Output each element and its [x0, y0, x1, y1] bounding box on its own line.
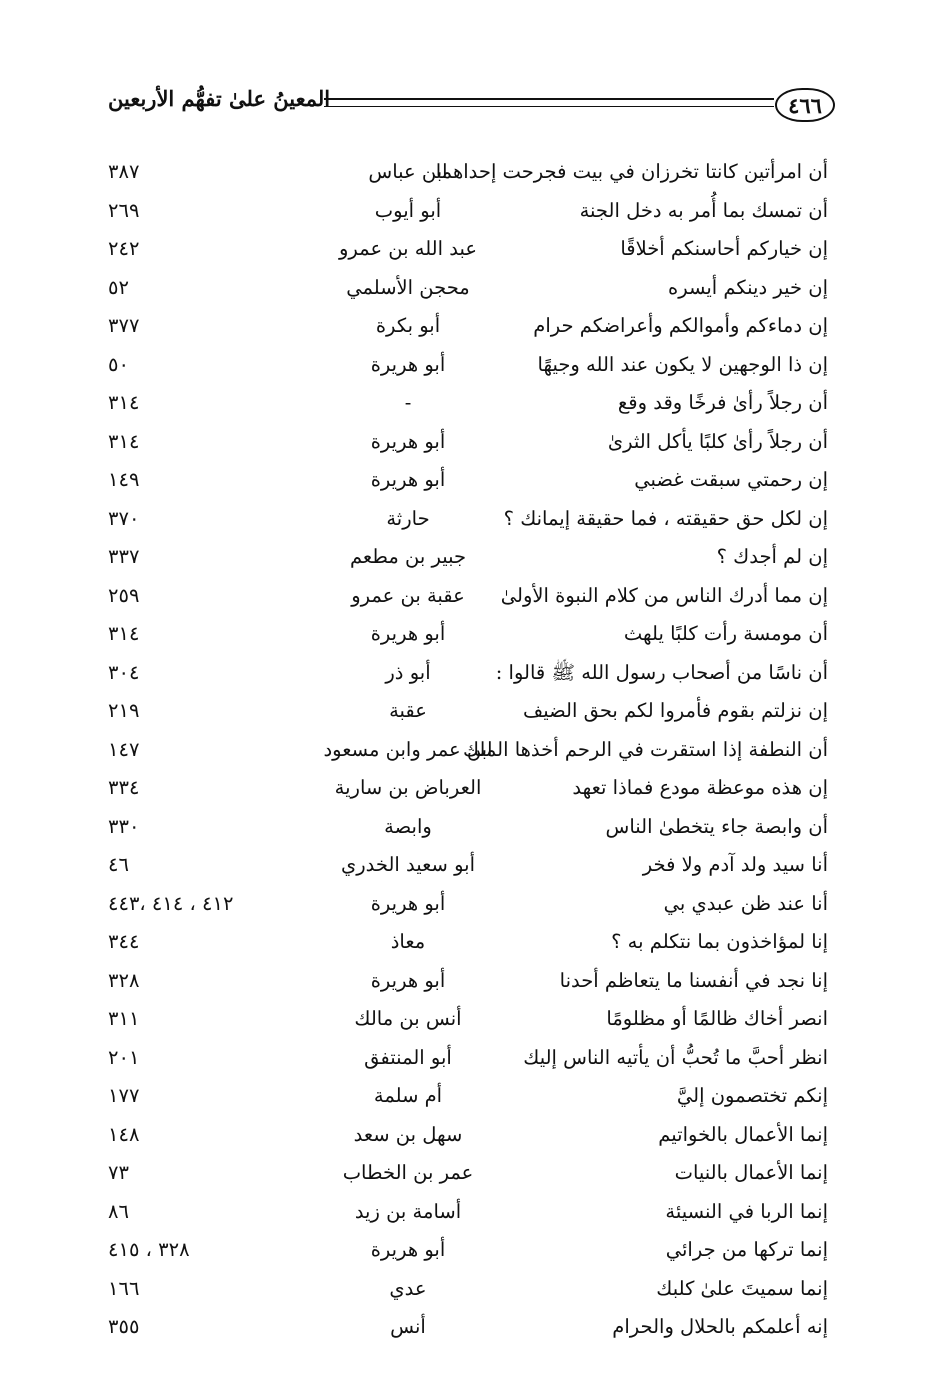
- page-references: ٢٤٢: [108, 237, 140, 260]
- hadith-text: إن خير دينكم أيسره: [668, 275, 828, 299]
- hadith-text: إن لكل حق حقيقته ، فما حقيقة إيمانك ؟: [503, 506, 828, 530]
- narrator-name: أبو سعيد الخدري: [340, 853, 476, 876]
- narrator-name: عبد الله بن عمرو: [339, 237, 477, 260]
- hadith-index-list: [100, 153, 828, 1347]
- hadith-text: أن النطفة إذا استقرت في الرحم أخذها الملك: [462, 737, 828, 761]
- hadith-text: إنما الأعمال بالخواتيم: [658, 1122, 828, 1146]
- hadith-text: إنما تركها من جرائي: [665, 1238, 828, 1261]
- narrator-name: العرباض بن سارية: [334, 776, 482, 799]
- hadith-text: أن وابصة جاء يتخطىٰ الناس: [605, 814, 828, 838]
- narrator-name: أبو المنتفق: [364, 1045, 452, 1069]
- hadith-text: انصر أخاك ظالمًا أو مظلومًا: [606, 1007, 828, 1030]
- page-references: ٣٤٤: [108, 930, 140, 953]
- hadith-text: أنا عند ظن عبدي بي: [663, 891, 828, 915]
- index-row: [100, 962, 828, 1001]
- narrator-name: أنس: [390, 1315, 426, 1338]
- hadith-text: أن رجلاً رأىٰ فرخًا وقد وقع: [617, 391, 828, 414]
- narrator-name: عقبة: [389, 699, 427, 722]
- page-references: ٣١٤: [108, 391, 140, 414]
- index-row: [100, 885, 828, 924]
- narrator-name: أبو هريرة: [370, 622, 446, 645]
- narrator-name: ابن عمر وابن مسعود: [323, 737, 493, 761]
- narrator-name: عدي: [389, 1276, 427, 1300]
- page-references: ٥٢: [108, 275, 129, 299]
- hadith-text: إنا لمؤاخذون بما نتكلم به ؟: [611, 930, 828, 953]
- index-row: [100, 1308, 828, 1347]
- narrator-name: جبير بن مطعم: [349, 545, 467, 568]
- index-row: [100, 692, 828, 731]
- hadith-text: إنما الربا في النسيئة: [665, 1199, 828, 1223]
- page-references: ١٤٧: [108, 737, 140, 761]
- page-references: ٣٨٧: [108, 160, 140, 183]
- hadith-text: إنما الأعمال بالنيات: [674, 1161, 828, 1184]
- page-references: ٢٦٩: [108, 198, 140, 222]
- page-references: ٤٦: [108, 853, 129, 876]
- page-references: ٢٠١: [108, 1045, 140, 1069]
- narrator-name: أبو هريرة: [370, 968, 446, 992]
- narrator-name: حارثة: [386, 506, 430, 530]
- index-row: [100, 192, 828, 231]
- hadith-text: إنما سميتَ علىٰ كلبك: [656, 1276, 828, 1300]
- page-references: ٢١٩: [108, 699, 140, 722]
- index-row: [100, 1270, 828, 1309]
- hadith-text: أن تمسك بما أُمر به دخل الجنة: [579, 198, 828, 222]
- page-references: ٣١١: [108, 1007, 140, 1030]
- index-row: [100, 500, 828, 539]
- index-row: [100, 1000, 828, 1039]
- index-row: [100, 615, 828, 654]
- page-number-badge: [775, 88, 835, 122]
- narrator-name: ابن عباس: [368, 160, 448, 183]
- index-row: [100, 923, 828, 962]
- index-row: [100, 346, 828, 385]
- page-references: ١٤٩: [108, 468, 140, 491]
- index-row: [100, 769, 828, 808]
- hadith-text: إن نزلتم بقوم فأمروا لكم بحق الضيف: [523, 699, 828, 722]
- narrator-name: أنس بن مالك: [354, 1007, 462, 1030]
- hadith-text: إن دماءكم وأموالكم وأعراضكم حرام: [533, 314, 828, 337]
- page-references: ١٧٧: [108, 1084, 140, 1107]
- page-references: ٢٥٩: [108, 583, 140, 607]
- hadith-text: إنه أعلمكم بالحلال والحرام: [612, 1315, 828, 1338]
- page-references: ٣١٤: [108, 622, 140, 645]
- hadith-text: أنا سيد ولد آدم ولا فخر: [642, 853, 828, 876]
- book-title: المعينُ علىٰ تفهُّم الأربعين: [108, 86, 331, 111]
- narrator-name: سهل بن سعد: [353, 1122, 463, 1146]
- page-references: ٧٣: [108, 1161, 129, 1184]
- index-row: [100, 1193, 828, 1232]
- page-references: ٣٣٠: [108, 814, 140, 838]
- narrator-name: أبو هريرة: [370, 891, 446, 915]
- hadith-text: إن لم أجدك ؟: [716, 545, 828, 568]
- index-row: [100, 1154, 828, 1193]
- narrator-name: عمر بن الخطاب: [342, 1161, 474, 1184]
- index-row: [100, 423, 828, 462]
- hadith-text: إنا نجد في أنفسنا ما يتعاظم أحدنا: [559, 968, 828, 992]
- page-references: ٣١٤: [108, 429, 140, 453]
- hadith-text: أن مومسة رأت كلبًا يلهث: [623, 622, 828, 645]
- index-row: [100, 538, 828, 577]
- narrator-name: وابصة: [384, 814, 432, 838]
- index-row: [100, 577, 828, 616]
- page-references: ٣٢٨ ، ٤١٥: [108, 1238, 190, 1261]
- page-references: ٣٣٤: [108, 776, 140, 799]
- page-references: ٤١٢ ، ٤١٤ ،٤٤٣: [108, 891, 234, 915]
- index-row: [100, 731, 828, 770]
- hadith-text: إن مما أدرك الناس من كلام النبوة الأولىٰ: [500, 583, 828, 607]
- narrator-name: محجن الأسلمي: [346, 275, 470, 299]
- narrator-name: أبو هريرة: [370, 468, 446, 491]
- index-row: [100, 1039, 828, 1078]
- index-row: [100, 808, 828, 847]
- hadith-text: إن هذه موعظة مودع فماذا تعهد: [572, 776, 828, 799]
- narrator-name: أبو هريرة: [370, 352, 446, 376]
- narrator-name: أم سلمة: [373, 1084, 443, 1107]
- hadith-text: إنكم تختصمون إليَّ: [676, 1084, 828, 1107]
- narrator-name: أسامة بن زيد: [354, 1199, 462, 1223]
- page-number: ٤٦٦: [788, 92, 822, 118]
- narrator-name: أبو أيوب: [374, 198, 442, 222]
- index-row: [100, 384, 828, 423]
- page-references: ٣٥٥: [108, 1315, 140, 1338]
- index-row: [100, 153, 828, 192]
- hadith-text: إن ذا الوجهين لا يكون عند الله وجيهًا: [537, 352, 828, 376]
- hadith-text: إن رحمتي سبقت غضبي: [634, 468, 828, 491]
- page-references: ٣٣٧: [108, 545, 140, 568]
- page-references: ٣٢٨: [108, 968, 140, 992]
- index-row: [100, 654, 828, 693]
- narrator-name: أبو بكرة: [375, 314, 441, 337]
- page-references: ٣٧٠: [108, 506, 140, 530]
- page-references: ١٦٦: [108, 1276, 140, 1300]
- hadith-text: إن خياركم أحاسنكم أخلاقًا: [620, 237, 828, 260]
- page-references: ٣٧٧: [108, 314, 140, 337]
- header-rule-thick: [324, 98, 774, 100]
- index-row: [100, 269, 828, 308]
- index-row: [100, 230, 828, 269]
- page-references: ٣٠٤: [108, 660, 140, 684]
- narrator-name: أبو ذر: [385, 660, 431, 684]
- narrator-name: -: [404, 391, 412, 414]
- page-references: ٥٠: [108, 352, 129, 376]
- page-references: ١٤٨: [108, 1122, 140, 1146]
- index-row: [100, 1116, 828, 1155]
- page-header: [100, 78, 840, 134]
- header-rule-thin: [324, 106, 774, 107]
- hadith-text: أن امرأتين كانتا تخرزان في بيت فجرحت إحداهما: [435, 160, 828, 183]
- index-row: [100, 307, 828, 346]
- index-row: [100, 461, 828, 500]
- narrator-name: عقبة بن عمرو: [351, 583, 465, 607]
- hadith-text: انظر أحبَّ ما تُحبُّ أن يأتيه الناس إليك: [523, 1045, 828, 1069]
- hadith-text: أن ناسًا من أصحاب رسول الله ﷺ قالوا :: [495, 660, 828, 684]
- index-row: [100, 1077, 828, 1116]
- narrator-name: أبو هريرة: [370, 429, 446, 453]
- narrator-name: أبو هريرة: [370, 1238, 446, 1261]
- narrator-name: معاذ: [390, 930, 426, 953]
- index-row: [100, 846, 828, 885]
- page-references: ٨٦: [108, 1199, 129, 1223]
- hadith-text: أن رجلاً رأىٰ كلبًا يأكل الثرىٰ: [607, 429, 828, 453]
- index-row: [100, 1231, 828, 1270]
